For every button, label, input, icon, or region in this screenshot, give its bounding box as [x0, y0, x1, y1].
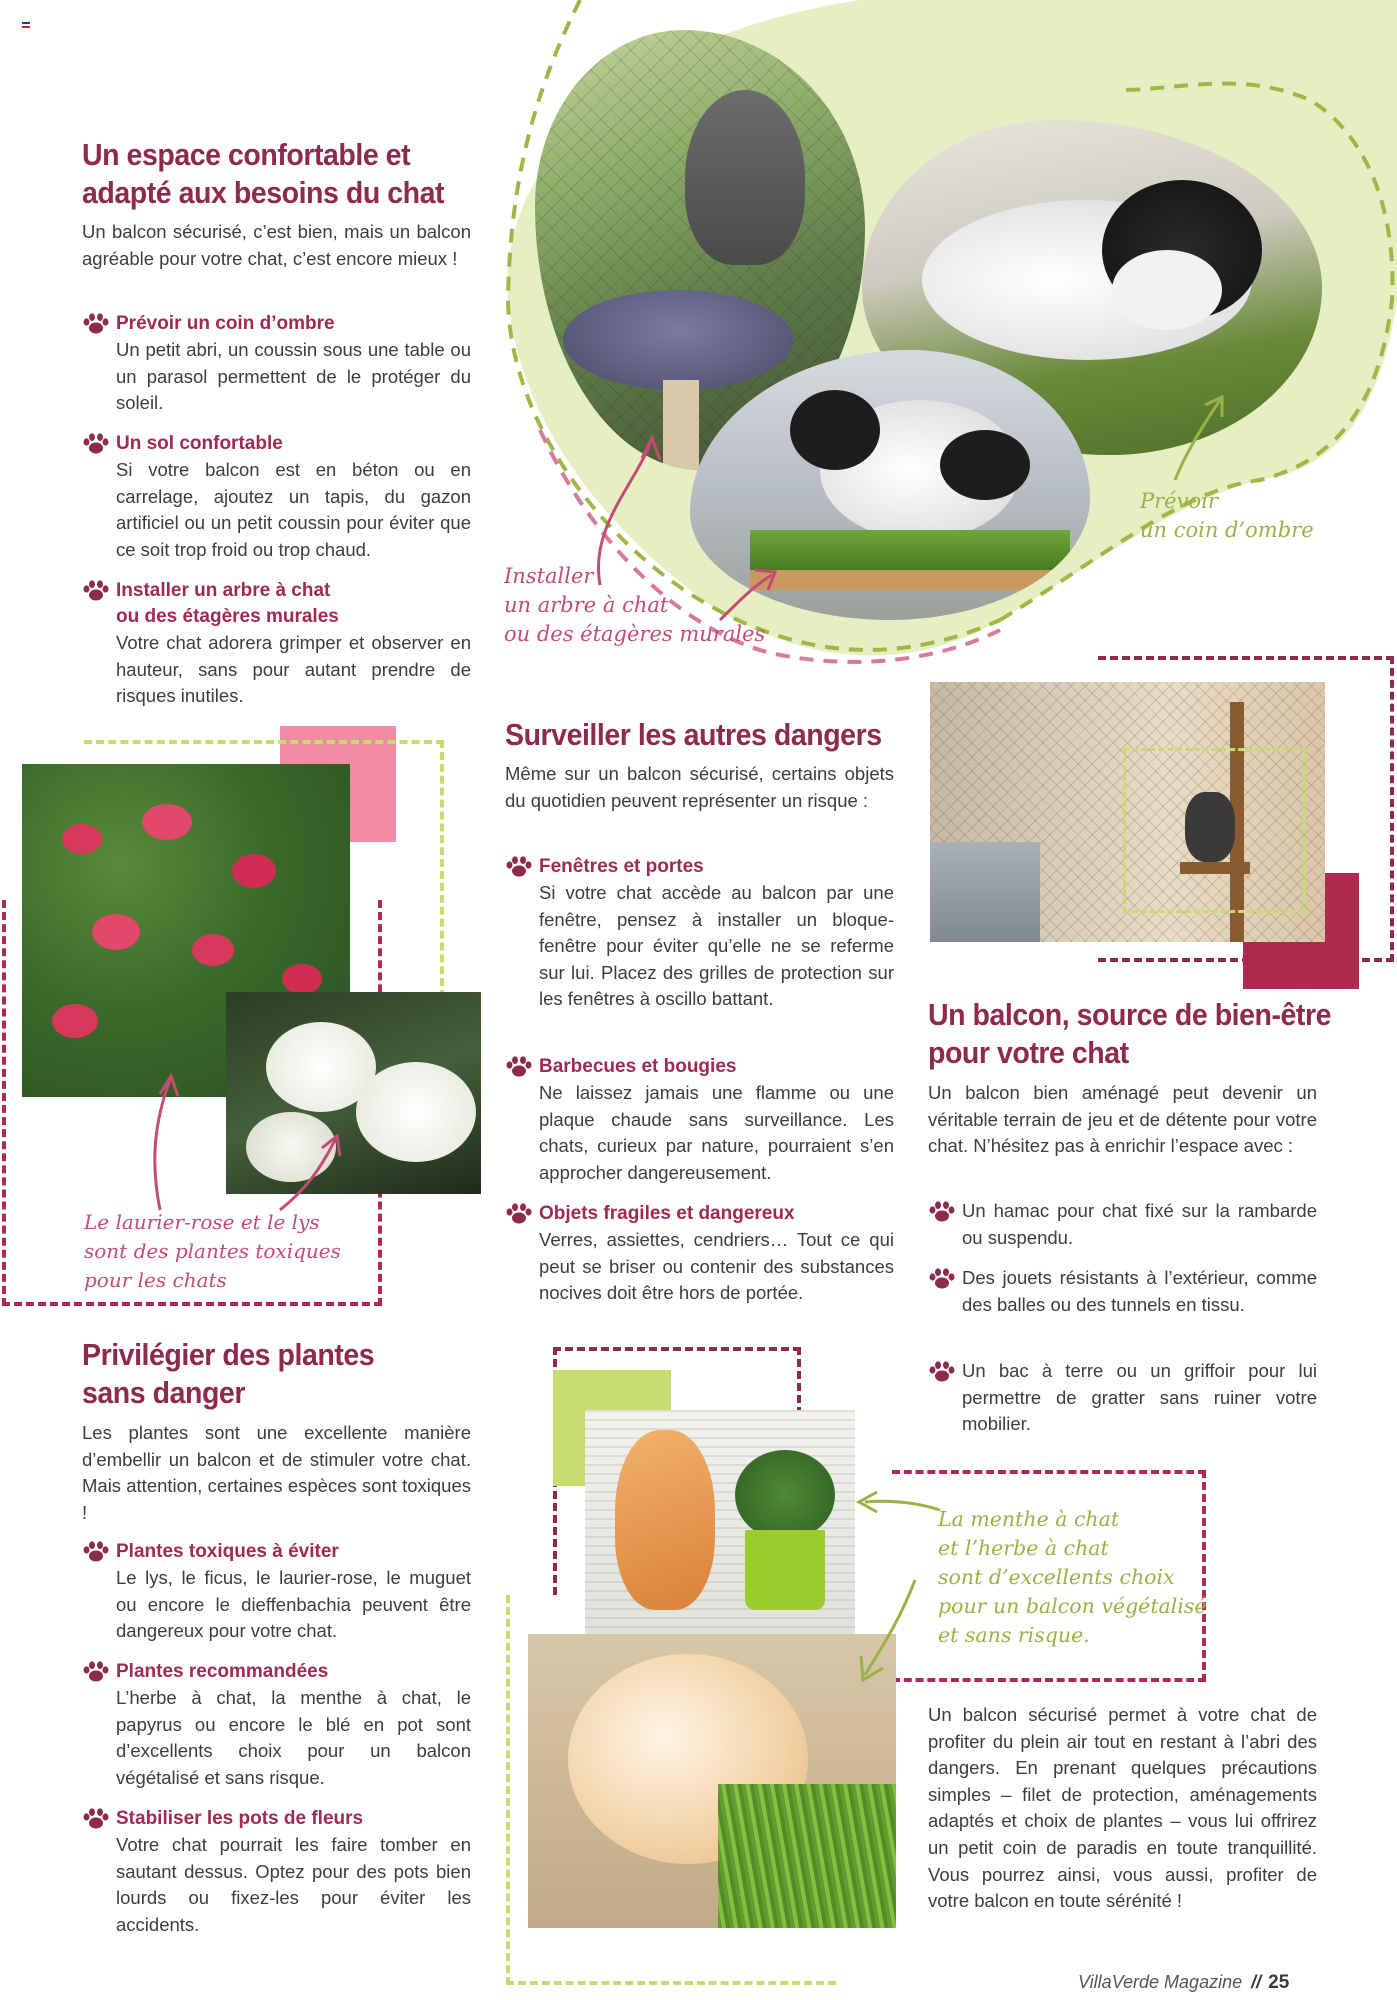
- sec4-item-recommended: [82, 1659, 471, 1791]
- sec2-intro: Même sur un balcon sécurisé, certains objets du quotidien peuvent représenter un risque :: [505, 763, 894, 811]
- paw-icon: [82, 580, 110, 602]
- sec1-item-shade-text: Un petit abri, un coussin sous une table ou un parasol permettent de le protéger du soleil.: [116, 339, 471, 414]
- sec2-item-barbecue: [505, 1054, 894, 1186]
- sec1-item-tree: [82, 578, 471, 710]
- sec4-item-recommended-text: L’herbe à chat, la menthe à chat, le papyrus ou encore le blé en pot sont d’excellents choix pour un balcon végétalisé et sans risque.: [116, 1687, 471, 1788]
- caption-plants-line1: Le laurier-rose et le lys: [84, 1210, 320, 1234]
- sec1-item-shade-head: Prévoir un coin d’ombre: [116, 313, 335, 334]
- sec2-item-barbecue-text: Ne laissez jamais une flamme ou une plaque chaude sans surveillance. Les chats, curieux par nature, pourraient s’en approcher dangereusement.: [539, 1082, 894, 1183]
- caption-mint-line2: et l’herbe à chat: [938, 1536, 1109, 1560]
- page-number: 25: [1268, 1972, 1290, 1993]
- sec3-bullet: [928, 1358, 1317, 1438]
- sec1-item-floor: [82, 431, 471, 563]
- sec3-bullet-text: Des jouets résistants à l’extérieur, comme des balles ou des tunnels en tissu.: [962, 1267, 1317, 1315]
- caption-mint-line3: sont d’excellents choix: [938, 1565, 1175, 1589]
- paw-icon: [505, 1203, 533, 1225]
- sec2-item-windows-text: Si votre chat accède au balcon par une fenêtre, pensez à installer un bloque-fenêtre pour éviter qu’elle ne se referme sur lui. Placez des grilles de protection sur les fenêtres à oscillo battant.: [539, 882, 894, 1010]
- footer-magazine: VillaVerde Magazine: [1078, 1972, 1243, 1992]
- caption-plants-line3: pour les chats: [84, 1268, 227, 1292]
- sec2-item-barbecue-head: Barbecues et bougies: [539, 1056, 737, 1077]
- sec4-item-toxic-head: Plantes toxiques à éviter: [116, 1541, 339, 1562]
- photo-kitten-grass: [528, 1634, 896, 1928]
- caption-mint-line1: La menthe à chat: [938, 1507, 1120, 1531]
- sec4-intro: Les plantes sont une excellente manière d’embellir un balcon et de stimuler votre chat. Mais attention, certaines espèces sont toxiques !: [82, 1422, 471, 1523]
- paw-icon: [82, 1808, 110, 1830]
- paw-icon: [82, 1661, 110, 1683]
- caption-mint-line5: et sans risque.: [938, 1623, 1090, 1647]
- arrow-tree-icon: [590, 410, 790, 630]
- sec4-item-toxic-text: Le lys, le ficus, le laurier-rose, le muguet ou encore le dieffenbachia peuvent être dangereux pour votre chat.: [116, 1567, 471, 1642]
- paw-icon: [928, 1361, 956, 1383]
- photo-orange-cat-plant: [585, 1410, 855, 1635]
- sec3-title-line1: Un balcon, source de bien-être: [928, 997, 1332, 1032]
- sec2-item-fragile-head: Objets fragiles et dangereux: [539, 1203, 795, 1224]
- sec4-item-pots-head: Stabiliser les pots de fleurs: [116, 1808, 364, 1829]
- sec4-title: [82, 1336, 374, 1412]
- sec3-title-line2: pour votre chat: [928, 1035, 1129, 1070]
- paw-icon: [928, 1268, 956, 1290]
- sec1-item-tree-text: Votre chat adorera grimper et observer en hauteur, sans pour autant prendre de risques inutiles.: [116, 632, 471, 707]
- sec2-title: Surveiller les autres dangers: [505, 717, 882, 752]
- paw-icon: [82, 1541, 110, 1563]
- sec4-item-pots: [82, 1806, 471, 1938]
- sec1-intro: Un balcon sécurisé, c’est bien, mais un balcon agréable pour votre chat, c’est encore mieux !: [82, 221, 471, 269]
- sec1-title-line1: Un espace confortable et: [82, 137, 411, 172]
- sec3-bullet: [928, 1265, 1317, 1318]
- sec3-intro: Un balcon bien aménagé peut devenir un véritable terrain de jeu et de détente pour votre chat. N’hésitez pas à enrichir l’espace avec :: [928, 1082, 1317, 1157]
- paw-icon: [505, 1056, 533, 1078]
- caption-tree-line3: ou des étagères murales: [504, 622, 766, 646]
- caption-plants-line2: sont des plantes toxiques: [84, 1239, 341, 1263]
- paw-icon: [928, 1201, 956, 1223]
- caption-shade-line1: Prévoir: [1140, 489, 1218, 513]
- sec4-item-pots-text: Votre chat pourrait les faire tomber en sautant dessus. Optez pour des pots bien lourds ou fixez-les pour éviter les accidents.: [116, 1834, 471, 1935]
- arrow-shade-icon: [1160, 385, 1240, 485]
- sec1-item-tree-head1: Installer un arbre à chat: [116, 580, 331, 601]
- sec2-item-fragile: [505, 1201, 894, 1307]
- sec1-title-line2: adapté aux besoins du chat: [82, 175, 445, 210]
- sec1-title: [82, 136, 444, 212]
- deco-net-inner-frame: [1123, 748, 1306, 913]
- footer-slash: //: [1251, 1972, 1262, 1992]
- page-footer: [1078, 1972, 1289, 1994]
- caption-shade: [1140, 487, 1314, 545]
- sec3-bullet-text: Un bac à terre ou un griffoir pour lui permettre de gratter sans ruiner votre mobilier.: [962, 1360, 1317, 1435]
- sec1-item-floor-text: Si votre balcon est en béton ou en carrelage, ajoutez un tapis, du gazon artificiel ou un petit coussin pour éviter que ce soit trop froid ou trop chaud.: [116, 459, 471, 560]
- sec1-item-tree-head2: ou des étagères murales: [116, 606, 339, 627]
- flag-icon: [22, 22, 30, 28]
- sec2-item-fragile-text: Verres, assiettes, cendriers… Tout ce qui peut se briser ou contenir des substances nocives doit être hors de portée.: [539, 1229, 894, 1304]
- sec3-conclusion: Un balcon sécurisé permet à votre chat de profiter du plein air tout en restant à l’abri des dangers. En prenant quelques précautions simples – filet de protection, aménagements adaptés et choix de plantes – vous lui offrirez un petit coin de paradis en toute tranquillité. Vous pourrez ainsi, vous aussi, profiter de votre balcon en toute sérénité !: [928, 1704, 1317, 1912]
- caption-tree-line2: un arbre à chat: [504, 593, 669, 617]
- arrow-plants-icon: [130, 1060, 360, 1220]
- sec2-item-windows-head: Fenêtres et portes: [539, 856, 704, 877]
- sec3-title: [928, 996, 1331, 1072]
- sec1-item-floor-head: Un sol confortable: [116, 433, 283, 454]
- caption-tree-line1: Installer: [504, 564, 594, 588]
- arrow-mint-icon: [845, 1490, 945, 1690]
- caption-plants: [84, 1208, 341, 1295]
- sec3-bullet-text: Un hamac pour chat fixé sur la rambarde ou suspendu.: [962, 1200, 1317, 1248]
- sec4-item-toxic: [82, 1539, 471, 1645]
- caption-mint: [938, 1505, 1207, 1650]
- sec2-item-windows: [505, 854, 894, 1013]
- paw-icon: [82, 433, 110, 455]
- caption-mint-line4: pour un balcon végétalisé: [938, 1594, 1207, 1618]
- sec1-item-shade: [82, 311, 471, 417]
- sec4-item-recommended-head: Plantes recommandées: [116, 1661, 329, 1682]
- paw-icon: [82, 313, 110, 335]
- sec4-title-line2: sans danger: [82, 1375, 245, 1410]
- sec4-title-line1: Privilégier des plantes: [82, 1337, 375, 1372]
- paw-icon: [505, 856, 533, 878]
- caption-shade-line2: un coin d’ombre: [1140, 518, 1314, 542]
- sec3-bullet: [928, 1198, 1317, 1251]
